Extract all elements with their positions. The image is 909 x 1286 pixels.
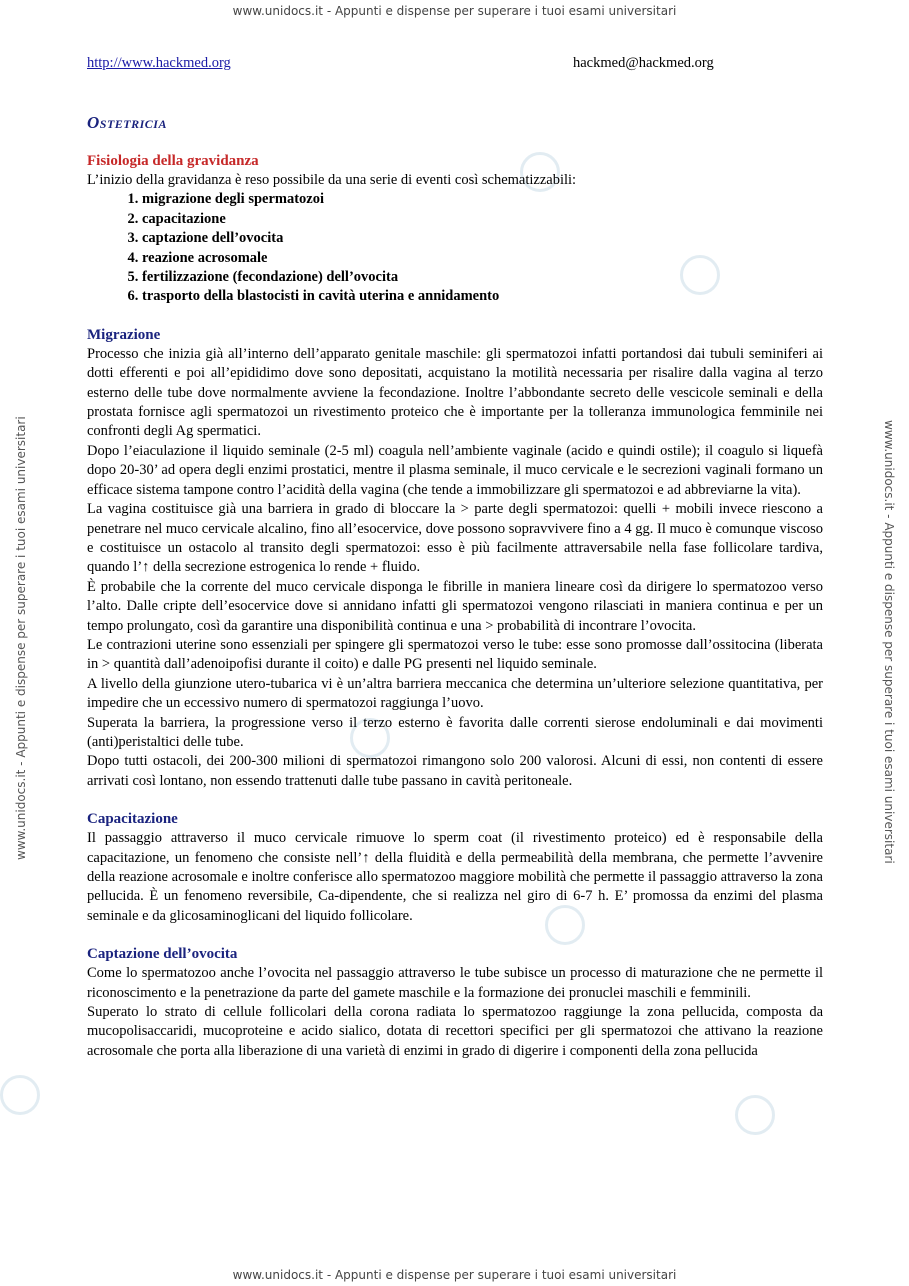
paragraph: Dopo tutti ostacoli, dei 200-300 milioni di spermatozoi rimangono solo 200 valorosi. Alcuni di essi, non contenti di essere arrivati così lontano, non essendo trattenuti dalle tube passano in cavità peritoneale. bbox=[87, 753, 823, 789]
list-item: 5. fertilizzazione (fecondazione) dell’ovocita bbox=[142, 268, 823, 287]
section-title-capacitazione: Capacitazione bbox=[87, 811, 178, 828]
section-title-fisiologia: Fisiologia della gravidanza bbox=[87, 153, 259, 169]
list-item: 3. captazione dell’ovocita bbox=[142, 229, 823, 248]
paragraph: Superata la barriera, la progressione verso il terzo esterno è favorita dalle correnti sierose endoluminali e dai movimenti (anti)peristaltici delle tube. bbox=[87, 714, 823, 750]
watermark-side-left: www.unidocs.it - Appunti e dispense per superare i tuoi esami universitari bbox=[14, 416, 28, 860]
paragraph: È probabile che la corrente del muco cervicale disponga le fibrille in maniera lineare così da dirigere lo spermatozoo verso l’alto. Dalle cripte dell’esocervice dove si annidano infatti gli spermatozoi vengono rilasciati in maniera continua e per un tempo prolungato, così da garantire una disponibilità continua e una > probabilità di incontrare l’ovocita. bbox=[87, 578, 823, 634]
events-list bbox=[87, 190, 823, 306]
watermark-banner-bottom: www.unidocs.it - Appunti e dispense per superare i tuoi esami universitari bbox=[232, 1268, 677, 1282]
paragraph: A livello della giunzione utero-tubarica vi è un’altra barriera meccanica che determina un’ulteriore selezione quantitativa, per impedire che un eccessivo numero di spermatozoi raggiunga l’uovo. bbox=[87, 675, 823, 712]
paragraph: Processo che inizia già all’interno dell’apparato genitale maschile: gli spermatozoi infatti portandosi dai tubuli seminiferi ai dotti efferenti e poi all’epididimo dove sono depositati, acquistano la motilità necessaria per risalire dalla vagina al terzo esterno delle tube dove normalmente avviene la fecondazione. Inoltre l’abbondante secreto delle vescicole seminali e della prostata fornisce agli spermatozoi un rivestimento proteico che è importante per la tolleranza immunologica femminile nei confronti degli Ag spermatici. bbox=[87, 345, 823, 440]
header-email: hackmed@hackmed.org bbox=[573, 55, 714, 71]
section-title-migrazione: Migrazione bbox=[87, 326, 161, 343]
paragraph: Dopo l’eiaculazione il liquido seminale (2-5 ml) coagula nell’ambiente vaginale (acido e quindi ostile); il coagulo si liquefà dopo 20-30’ ad opera degli enzimi prostatici, mentre il plasma seminale, il muco cervicale e le secrezioni vaginali formano un efficace sistema tampone contro l’acidità della vagina (che tende a immobilizzare gli spermatozoi e ad abbreviarne la vita). bbox=[87, 442, 823, 498]
section-title-captazione: Captazione dell’ovocita bbox=[87, 946, 238, 963]
paragraph: Le contrazioni uterine sono essenziali per spingere gli spermatozoi verso le tube: esse sono promosse dall’ossitocina (liberata in > quantità dall’adenoipofisi durante il coito) e dalle PG presenti nel liquido seminale. bbox=[87, 636, 823, 673]
document-body bbox=[87, 151, 823, 1061]
paragraph: Come lo spermatozoo anche l’ovocita nel passaggio attraverso le tube subisce un processo di maturazione che ne permette il riconoscimento e la penetrazione da parte del gamete maschile e la formazione dei pronuclei maschili e femminili. bbox=[87, 965, 823, 1001]
list-item: 1. migrazione degli spermatozoi bbox=[142, 190, 823, 209]
watermark-side-right: www.unidocs.it - Appunti e dispense per superare i tuoi esami universitari bbox=[882, 420, 896, 864]
paragraph: Il passaggio attraverso il muco cervicale rimuove lo sperm coat (il rivestimento proteico) ed è responsabile della capacitazione, un fenomeno che consiste nell’↑ della fluidità e della permeabilità della membrana, che permette l’avvenire della reazione acrosomale e inoltre conferisce allo spermatozoo maggiore mobilità che permette il passaggio attraverso la zona pellucida. È un fenomeno reversibile, Ca-dipendente, che si realizza nel giro di 6-7 h. E’ promossa da enzimi del plasma seminale e da glicosaminoglicani del liquido follicolare. bbox=[87, 830, 823, 924]
intro-paragraph: L’inizio della gravidanza è reso possibile da una serie di eventi così schematizzabili: bbox=[87, 172, 577, 188]
watermark-logo-icon bbox=[0, 1075, 40, 1115]
document-title: Ostetricia bbox=[87, 113, 167, 132]
list-item: 6. trasporto della blastocisti in cavità uterina e annidamento bbox=[142, 287, 823, 306]
list-item: 4. reazione acrosomale bbox=[142, 249, 823, 268]
page-header bbox=[87, 55, 823, 75]
hackmed-link[interactable]: http://www.hackmed.org bbox=[87, 55, 231, 71]
paragraph: La vagina costituisce già una barriera in grado di bloccare la > parte degli spermatozoi: quelli + mobili invece riescono a penetrare nel muco cervicale alcalino, fino all’esocervice, dove possono sopravvivere fino a 4 gg. Il muco è comunque viscoso e costituisce un ostacolo al transito degli spermatozoi: esso è più facilmente attraversabile nella fase follicolare tardiva, quando l’↑ della secrezione estrogenica lo rende + fluido. bbox=[87, 501, 823, 576]
list-item: 2. capacitazione bbox=[142, 210, 823, 229]
paragraph: Superato lo strato di cellule follicolari della corona radiata lo spermatozoo raggiunge la zona pellucida, composta da mucopolisaccaridi, mucoproteine e acido sialico, dotata di recettori specifici per gli spermatozoi che attivano la reazione acrosomale che porta alla liberazione di una varietà di enzimi in grado di digerire i componenti della zona pellucida bbox=[87, 1004, 823, 1059]
watermark-logo-icon bbox=[735, 1095, 775, 1135]
watermark-banner-top: www.unidocs.it - Appunti e dispense per superare i tuoi esami universitari bbox=[232, 4, 677, 18]
